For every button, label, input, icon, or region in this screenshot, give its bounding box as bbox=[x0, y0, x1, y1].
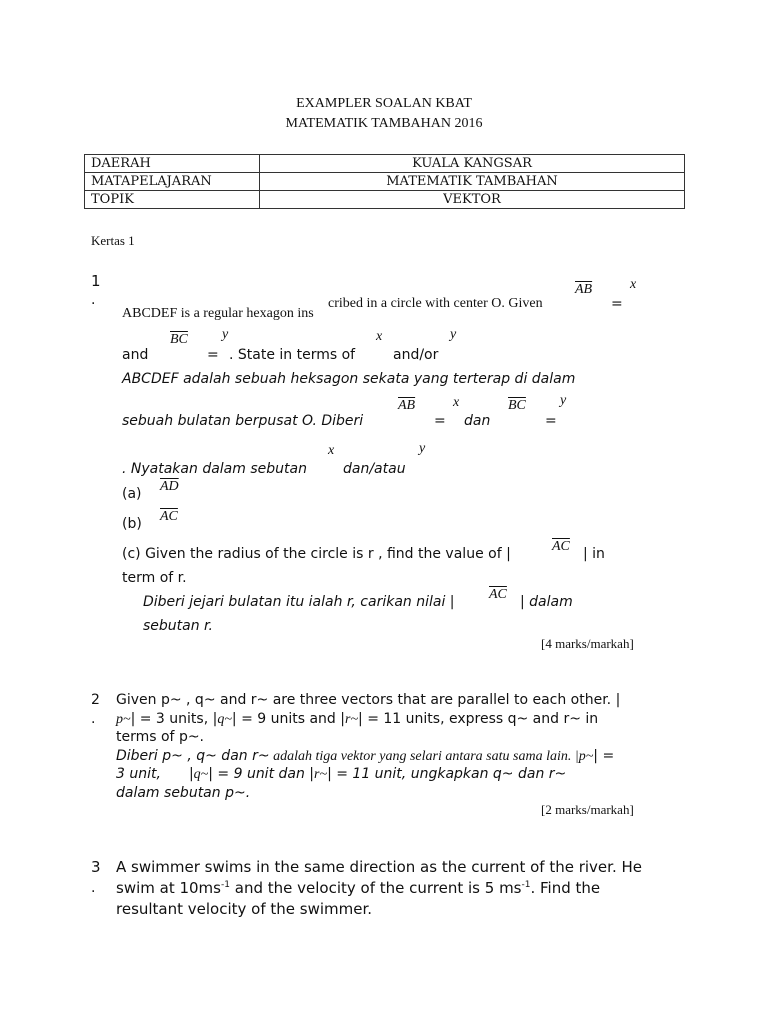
q2-text: | = 9 units and | bbox=[231, 711, 345, 727]
question-dot: . bbox=[91, 292, 96, 308]
superscript: -1 bbox=[221, 880, 230, 890]
q1-text-malay: sebuah bulatan berpusat O. Diberi bbox=[122, 413, 364, 429]
q2-text: | = 3 units, | bbox=[130, 711, 218, 727]
q2-text-malay: | = 9 unit dan | bbox=[208, 766, 315, 782]
row-label: MATAPELAJARAN bbox=[85, 173, 260, 191]
part-c-text: | in bbox=[583, 546, 605, 562]
q1-text: ABCDEF is a regular hexagon ins bbox=[122, 306, 314, 321]
part-a-label: (a) bbox=[122, 486, 142, 502]
table-row bbox=[85, 173, 685, 191]
q1-text-malay: dan/atau bbox=[343, 461, 406, 477]
part-c-text-malay: sebutan r. bbox=[143, 618, 213, 634]
vector-x: x bbox=[328, 443, 335, 458]
equals-sign: = bbox=[207, 347, 219, 363]
q2-text-malay: | = bbox=[593, 748, 615, 764]
part-c-text-malay: | dalam bbox=[520, 594, 573, 610]
q3-text: and the velocity of the current is 5 ms bbox=[229, 879, 522, 897]
q2-text-malay: adalah tiga vektor yang selari antara satu sama lain. | bbox=[269, 749, 579, 764]
q2-vector: p~ bbox=[116, 712, 131, 727]
document-subtitle: MATEMATIK TAMBAHAN 2016 bbox=[285, 116, 483, 131]
q1-text: and bbox=[122, 347, 149, 363]
q1-text-malay: . Nyatakan dalam sebutan bbox=[122, 461, 307, 477]
part-c-text: term of r. bbox=[122, 570, 187, 586]
part-b-label: (b) bbox=[122, 516, 142, 532]
q1-text: . State in terms of bbox=[229, 347, 356, 363]
table-row bbox=[85, 155, 685, 173]
vector-bc: $\overline{BC}$ bbox=[508, 398, 526, 413]
q3-text: . Find the bbox=[530, 879, 601, 897]
marks-label: [2 marks/markah] bbox=[541, 802, 634, 817]
question-number: 3 bbox=[91, 858, 101, 876]
q2-vector: r~ bbox=[345, 712, 359, 727]
equals-sign: = bbox=[611, 296, 623, 312]
vector-ac: $\overline{AC}$ bbox=[489, 587, 507, 602]
q2-text-malay bbox=[116, 748, 614, 765]
q2-text: | = 11 units, express q~ and r~ in bbox=[358, 711, 599, 727]
part-c-text-malay: Diberi jejari bulatan itu ialah r, carikan nilai | bbox=[143, 594, 455, 610]
q2-text-malay bbox=[116, 766, 566, 783]
vector-x: x bbox=[453, 395, 460, 410]
q2-text-malay: Diberi p~ , q~ dan r~ bbox=[116, 748, 270, 764]
q2-text-malay: dalam sebutan p~. bbox=[116, 785, 251, 801]
vector-ab: $\overline{AB}$ bbox=[575, 282, 593, 297]
row-value: VEKTOR bbox=[260, 191, 685, 209]
question-dot: . bbox=[91, 880, 96, 896]
equals-sign: = bbox=[434, 413, 446, 429]
vector-y: y bbox=[222, 327, 229, 342]
paper-label: Kertas 1 bbox=[91, 233, 135, 248]
q2-text: Given p~ , q~ and r~ are three vectors that are parallel to each other. | bbox=[116, 692, 621, 708]
q2-text-malay: | bbox=[188, 766, 194, 782]
q1-text: cribed in a circle with center O. Given bbox=[328, 296, 543, 311]
q2-text: terms of p~. bbox=[116, 729, 205, 745]
q2-vector: q~ bbox=[193, 767, 209, 782]
q1-text: and/or bbox=[393, 347, 439, 363]
row-label: TOPIK bbox=[85, 191, 260, 209]
q3-text bbox=[116, 879, 600, 897]
marks-label: [4 marks/markah] bbox=[541, 636, 634, 651]
table-row bbox=[85, 191, 685, 209]
q2-vector: p~ bbox=[578, 749, 594, 764]
vector-ab: $\overline{AB}$ bbox=[398, 398, 416, 413]
vector-y: y bbox=[450, 327, 457, 342]
equals-sign: = bbox=[545, 413, 557, 429]
vector-ad: $\overline{AD}$ bbox=[160, 479, 179, 494]
vector-ac: $\overline{AC}$ bbox=[552, 539, 570, 554]
q2-text-malay: 3 unit, bbox=[116, 766, 161, 782]
info-table bbox=[84, 154, 685, 209]
q2-vector: r~ bbox=[314, 767, 328, 782]
question-number: 1 bbox=[91, 272, 101, 290]
superscript: -1 bbox=[521, 880, 531, 890]
part-c-text: (c) Given the radius of the circle is r , find the value of | bbox=[122, 546, 511, 562]
q3-text: resultant velocity of the swimmer. bbox=[116, 900, 373, 918]
vector-ac: $\overline{AC}$ bbox=[160, 509, 178, 524]
vector-y: y bbox=[560, 393, 567, 408]
vector-bc: $\overline{BC}$ bbox=[170, 332, 188, 347]
document-title: EXAMPLER SOALAN KBAT bbox=[296, 96, 472, 111]
q2-text-malay: | = 11 unit, ungkapkan q~ dan r~ bbox=[327, 766, 567, 782]
q1-text-malay: dan bbox=[464, 413, 491, 429]
question-dot: . bbox=[91, 711, 96, 727]
vector-y: y bbox=[419, 441, 426, 456]
q2-text bbox=[116, 711, 598, 728]
row-value: MATEMATIK TAMBAHAN bbox=[260, 173, 685, 191]
vector-x: x bbox=[376, 329, 383, 344]
row-label: DAERAH bbox=[85, 155, 260, 173]
vector-x: x bbox=[630, 277, 637, 292]
question-number: 2 bbox=[91, 692, 100, 708]
q1-text-malay: ABCDEF adalah sebuah heksagon sekata yang terterap di dalam bbox=[122, 371, 576, 387]
q2-vector: q~ bbox=[217, 712, 232, 727]
q3-text: swim at 10ms bbox=[116, 879, 221, 897]
q3-text: A swimmer swims in the same direction as the current of the river. He bbox=[116, 858, 642, 876]
row-value: KUALA KANGSAR bbox=[260, 155, 685, 173]
